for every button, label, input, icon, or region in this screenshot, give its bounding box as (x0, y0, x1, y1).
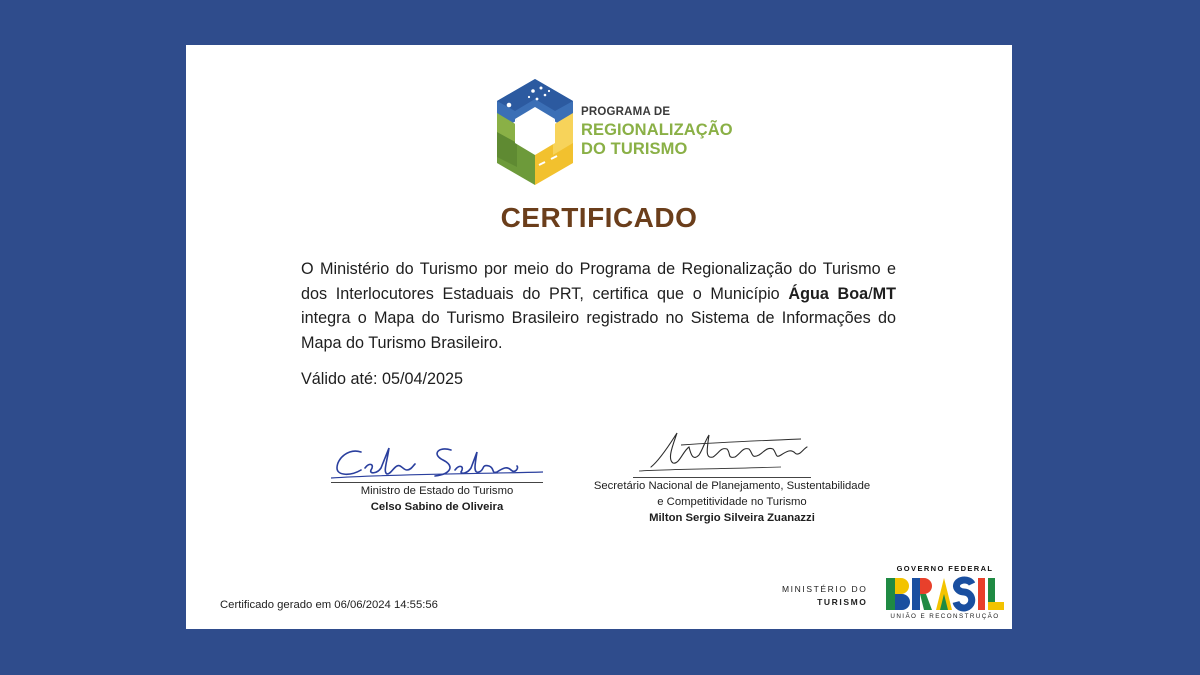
secretary-role-line1: Secretário Nacional de Planejamento, Sustentabilidade (593, 480, 871, 492)
minister-role: Ministro de Estado do Turismo (360, 485, 514, 497)
minister-name: Celso Sabino de Oliveira (370, 501, 504, 513)
governo-federal-logo (884, 564, 1006, 620)
prt-hexagon-logo-icon (493, 77, 577, 187)
ministry-logo (782, 583, 868, 609)
secretary-signature-icon (581, 425, 883, 477)
body-text-before: O Ministério do Turismo por meio do Programa de Regionalização do Turismo e dos Interlocutores Estaduais do PRT, certifica que o Município (301, 260, 896, 303)
ministry-line1: MINISTÉRIO DO (782, 584, 868, 594)
certificate-body (301, 257, 896, 355)
signature-block-minister (331, 440, 543, 515)
body-text-after: integra o Mapa do Turismo Brasileiro registrado no Sistema de Informações do Mapa do Turismo Brasileiro. (301, 309, 896, 352)
certificate-page (186, 45, 1012, 629)
prt-logo-line2: REGIONALIZAÇÃO (581, 120, 733, 139)
prt-logo-line3: DO TURISMO (581, 140, 688, 158)
certificate-title: CERTIFICADO (500, 202, 698, 233)
secretary-role-line2: e Competitividade no Turismo (657, 496, 807, 508)
state-code: MT (872, 284, 896, 303)
municipality-name: Água Boa (788, 284, 869, 303)
prt-logo-line1: PROGRAMA DE (581, 106, 671, 118)
signature-block-secretary (581, 425, 883, 526)
prt-logo (493, 77, 733, 187)
gov-bottom-text: UNIÃO E RECONSTRUÇÃO (890, 613, 1000, 620)
body-separator: / (868, 284, 873, 303)
secretary-name: Milton Sergio Silveira Zuanazzi (649, 512, 815, 524)
minister-signature-icon (331, 440, 543, 482)
brasil-wordmark-icon (884, 576, 1006, 612)
generated-timestamp: Certificado gerado em 06/06/2024 14:55:56 (220, 599, 438, 611)
ministry-line2: TURISMO (817, 597, 868, 607)
valid-until: Válido até: 05/04/2025 (301, 370, 464, 388)
gov-top-text: GOVERNO FEDERAL (896, 564, 994, 573)
